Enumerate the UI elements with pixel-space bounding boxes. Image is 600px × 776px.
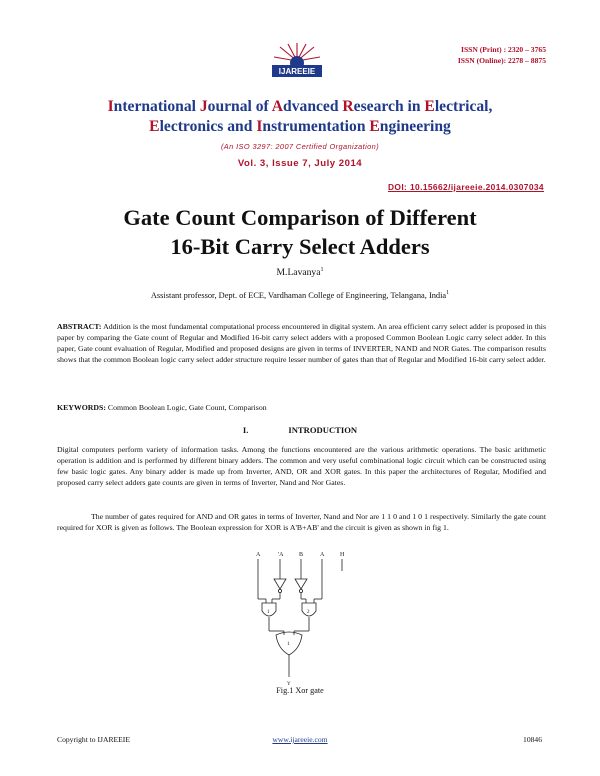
abstract-text: Addition is the most fundamental computational process encountered in digital system. An area efficient carry select adder is proposed in this paper by comparing the Gate count of Regular and Modified 16-bit carry select adders with a proposed Common Boolean Logic carry select adder. In this paper, Gate count evaluation of Regular, Modified and proposed designs are given in terms of INVERTER, NAND and NOR Gates. The comparison results shows that the common Boolean logic carry select adder structure require lesser number of gates than that of Regular and Modified 16-bit carry select adder. — [57, 322, 546, 364]
fig-label-or: 1 — [287, 642, 290, 647]
footer-page-number: 10846 — [523, 735, 542, 744]
gate-count-paragraph: The number of gates required for AND and OR gates in terms of Inverter, Nand and Nor are 1 1 0 and 1 0 1 respectively. Similarly the gate count required for XOR is given as follows. The Boolean expression for XOR is A'B+AB' and the circuit is given as shown in fig 1. — [57, 512, 546, 532]
author-name: M.Lavanya$^1$ — [276, 267, 324, 279]
xor-gate-figure — [236, 549, 364, 692]
doi-link[interactable]: DOI: 10.15662/ijareeie.2014.0307034 — [387, 182, 544, 192]
iso-certification: (An ISO 3297: 2007 Certified Organization) — [220, 142, 380, 151]
author-affiliation: Assistant professor, Dept. of ECE, Vardhaman College of Engineering, Telangana, India$^1$ — [150, 290, 450, 300]
journal-name — [0, 97, 600, 137]
fig-label-h: H — [340, 552, 345, 558]
keywords — [57, 403, 546, 414]
keywords-text: Common Boolean Logic, Gate Count, Comparison — [105, 403, 267, 412]
issn-print: ISSN (Print) : 2320 – 3765 — [460, 45, 546, 54]
volume-issue: Vol. 3, Issue 7, July 2014 — [237, 158, 363, 169]
abstract — [57, 322, 546, 366]
fig-label-abar2: A — [320, 552, 325, 558]
section-heading-introduction: I. INTRODUCTION — [242, 425, 358, 435]
paper-title: Gate Count Comparison of Different 16-Bit Carry Select Adders — [123, 205, 477, 259]
figure-caption: Fig.1 Xor gate — [276, 686, 324, 695]
fig-label-out: Y — [287, 682, 291, 687]
journal-name-line2: Electronics and Instrumentation Engineering — [149, 118, 451, 135]
footer-copyright: Copyright to IJAREEIE — [57, 735, 130, 744]
abstract-label: ABSTRACT: — [57, 322, 102, 331]
issn-block — [458, 44, 546, 66]
journal-logo — [268, 39, 326, 89]
fig-label-abar: 'A — [278, 552, 284, 558]
journal-name-line1: International Journal of Advanced Research in Electrical, — [107, 98, 493, 115]
footer-url-link[interactable]: www.ijareeie.com — [272, 735, 328, 744]
fig-label-a: A — [256, 552, 261, 558]
logo-text: IJAREEIE — [278, 67, 316, 76]
keywords-label: KEYWORDS: — [57, 403, 106, 412]
issn-online: ISSN (Online): 2278 – 8875 — [457, 56, 546, 65]
fig-label-2: 2 — [307, 610, 310, 615]
fig-label-1: 1 — [267, 610, 270, 615]
fig-label-b: B — [299, 552, 304, 558]
intro-paragraph: Digital computers perform variety of information tasks. Among the functions encountered are the various arithmetic operations. The basic arithmetic operation is addition and is performed by different binary adders. The common and very useful combinational logic circuit which can be constructed using few basic logic gates. Any binary adder is made up from Inverter, AND, OR and XOR gates. In this paper the architectures of Regular, Modified and proposed carry select adders gate counts are given in terms of Inverter, Nand and Nor Gates. — [57, 445, 546, 487]
